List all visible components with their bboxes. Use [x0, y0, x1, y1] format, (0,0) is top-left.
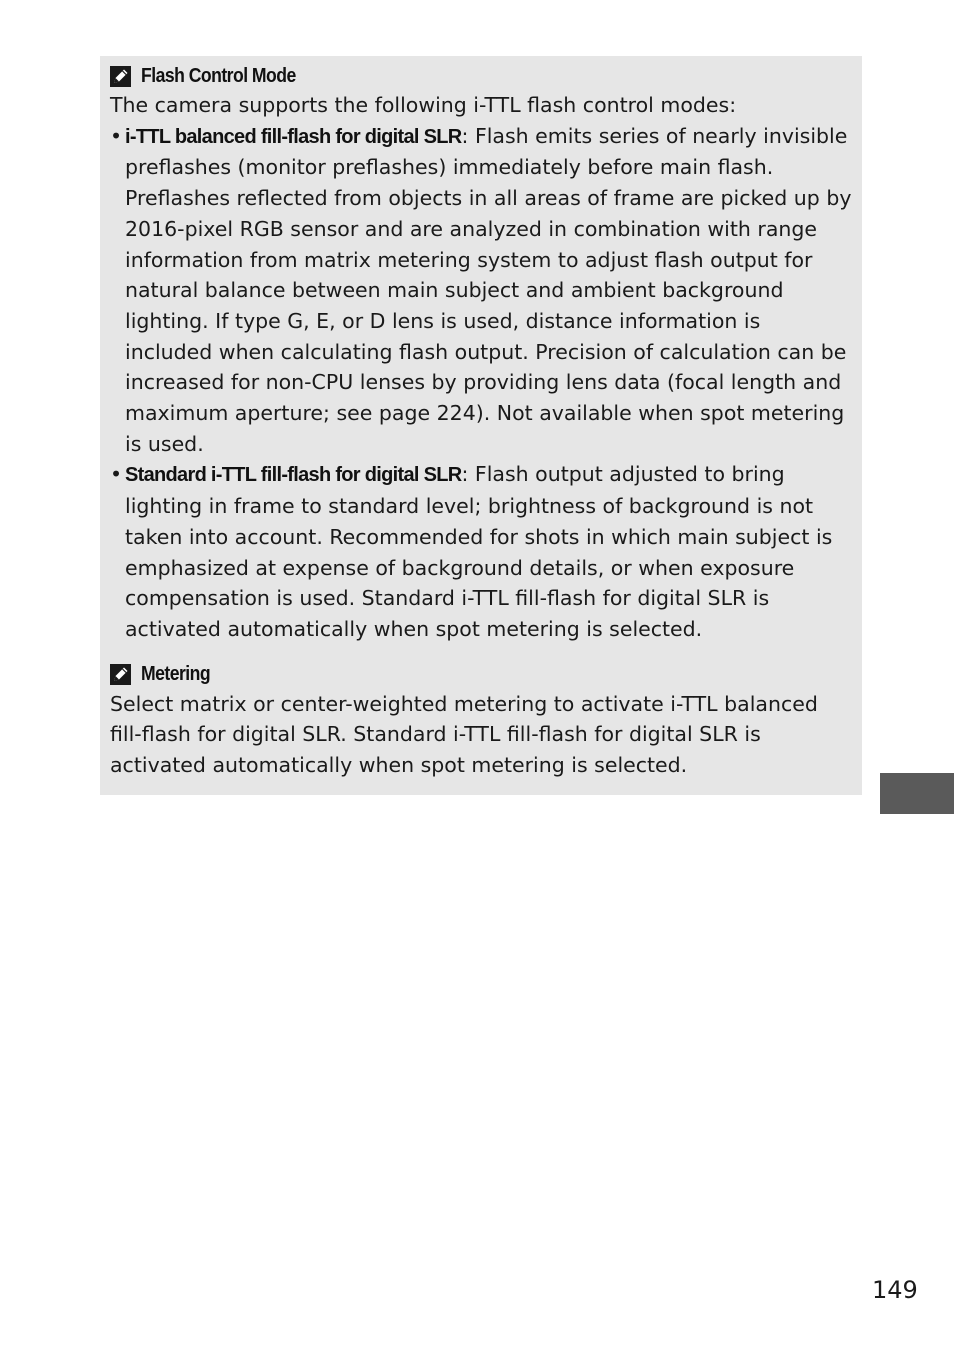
flash-mode-description: : Flash output adjusted to bring lighting in frame to standard level; brightness of background is not taken into account. Recommended for shots in which main subject is emphasized at expense of background details, or when exposure compensation is used. Standard i-TTL fill-flash for digital SLR is activated automatically when spot metering is selected.	[125, 462, 833, 641]
metering-heading	[110, 661, 852, 689]
flash-control-mode-heading	[110, 62, 852, 90]
chapter-tab-marker	[880, 773, 954, 814]
pencil-icon	[110, 66, 131, 87]
flash-mode-term: Standard i-TTL fill-flash for digital SLR	[125, 464, 462, 487]
pencil-icon	[110, 664, 131, 685]
metering-title: Metering	[141, 663, 211, 686]
metering-text: Select matrix or center-weighted metering to activate i-TTL balanced fill-flash for digital SLR. Standard i-TTL fill-flash for digital SLR is activated automatically when spot metering is selected.	[110, 691, 818, 778]
flash-mode-description: : Flash emits series of nearly invisible preflashes (monitor preflashes) immediately before main flash. Preflashes reflected from objects in all areas of frame are picked up by 2016-pixel RGB sensor and are analyzed in combination with range information from matrix metering system to adjust flash output for natural balance between main subject and ambient background lighting. If type G, E, or D lens is used, distance information is included when calculating flash output. Precision of calculation can be increased for non-CPU lenses by providing lens data (focal length and maximum aperture; see page 224). Not available when spot metering is used.	[125, 123, 852, 456]
list-item	[110, 121, 852, 460]
note-box	[100, 56, 862, 795]
page-number: 149	[872, 1276, 918, 1304]
list-item	[110, 459, 852, 644]
flash-modes-intro: The camera supports the following i-TTL flash control modes:	[110, 93, 737, 117]
flash-mode-list	[110, 121, 852, 645]
flash-control-mode-title: Flash Control Mode	[141, 64, 296, 87]
section-divider	[110, 645, 852, 661]
flash-mode-term: i-TTL balanced fill-flash for digital SLR	[125, 125, 462, 148]
